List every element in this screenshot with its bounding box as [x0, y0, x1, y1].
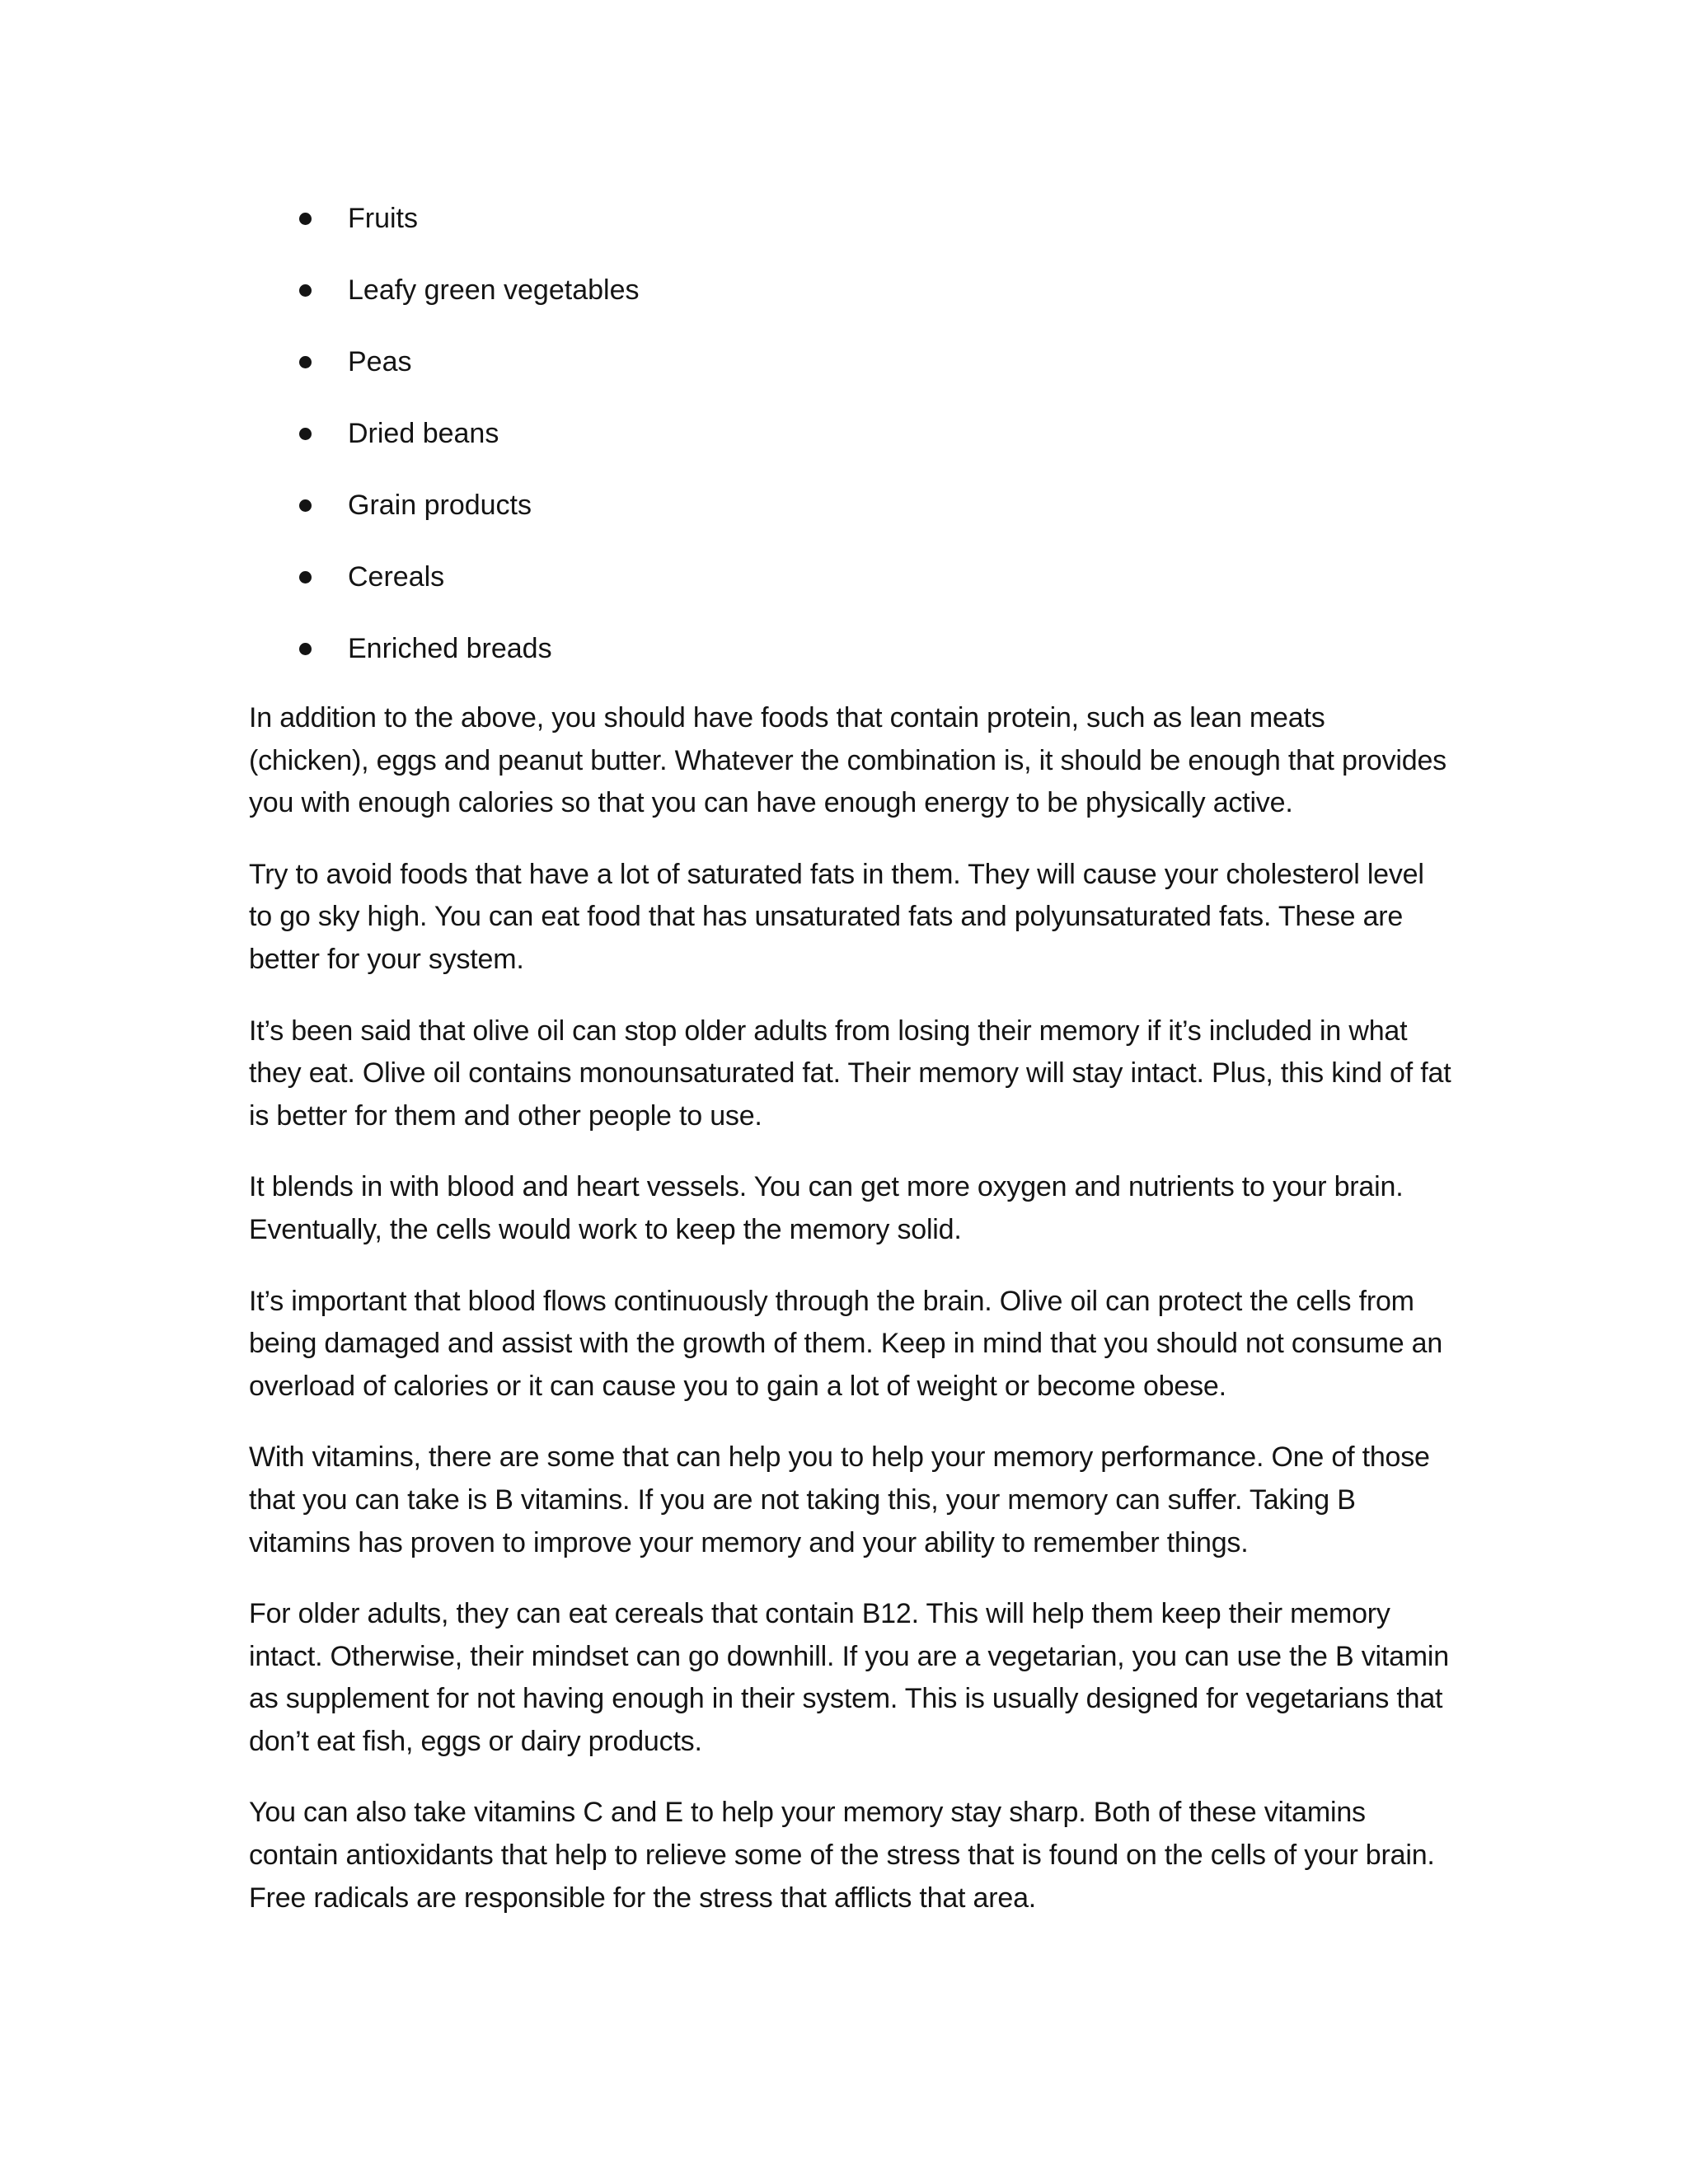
bullet-icon: [299, 499, 312, 512]
list-item-text: Leafy green vegetables: [348, 274, 640, 306]
list-item: [249, 626, 1452, 698]
list-item-text: Dried beans: [348, 418, 499, 449]
list-item: [249, 196, 1452, 268]
food-bullet-list: [249, 196, 1452, 698]
list-item: [249, 555, 1452, 626]
page-content: [249, 196, 1452, 1948]
bullet-icon: [299, 213, 312, 225]
bullet-icon: [299, 571, 312, 583]
list-item-text: Grain products: [348, 490, 532, 521]
list-item-text: Enriched breads: [348, 633, 552, 664]
bullet-icon: [299, 428, 312, 440]
paragraph-blood-vessels: It blends in with blood and heart vessels. You can get more oxygen and nutrients to your brain. Eventually, the cells would work to keep the memory solid.: [249, 1171, 1404, 1245]
paragraph-b-vitamins: With vitamins, there are some that can help you to help your memory performance. One of those that you can take is B vitamins. If you are not taking this, your memory can suffer. Taking B vitamins has proven to improve your memory and your ability to remember things.: [249, 1441, 1430, 1558]
paragraph-blood-flow: It’s important that blood flows continuously through the brain. Olive oil can protect the cells from being damaged and assist with the growth of them. Keep in mind that you should not consume an overload of calories or it can cause you to gain a lot of weight or become obese.: [249, 1285, 1443, 1402]
bullet-icon: [299, 356, 312, 368]
paragraph-b12: For older adults, they can eat cereals that contain B12. This will help them keep their memory intact. Otherwise, their mindset can go downhill. If you are a vegetarian, you can use the B vitamin as supplement for not having enough in their system. This is usually designed for vegetarians that don’t eat fish, eggs or dairy products.: [249, 1598, 1449, 1757]
list-item-text: Peas: [348, 346, 412, 377]
body-text: [249, 697, 1452, 1919]
list-item: [249, 340, 1452, 411]
bullet-icon: [299, 643, 312, 655]
paragraph-vitamins-c-e: You can also take vitamins C and E to help your memory stay sharp. Both of these vitamins contain antioxidants that help to relieve some of the stress that is found on the cells of your brain. Free radicals are responsible for the stress that afflicts that area.: [249, 1797, 1435, 1914]
bullet-icon: [299, 284, 312, 297]
list-item-text: Cereals: [348, 561, 445, 593]
paragraph-olive-oil: It’s been said that olive oil can stop older adults from losing their memory if it’s included in what they eat. Olive oil contains monounsaturated fat. Their memory will stay intact. Plus, this kind of fat is better for them and other people to use.: [249, 1015, 1451, 1132]
paragraph-saturated-fats: Try to avoid foods that have a lot of saturated fats in them. They will cause your cholesterol level to go sky high. You can eat food that has unsaturated fats and polyunsaturated fats. These are better for your system.: [249, 858, 1424, 975]
list-item: [249, 268, 1452, 340]
list-item: [249, 483, 1452, 555]
paragraph-protein: In addition to the above, you should have foods that contain protein, such as lean meats (chicken), eggs and peanut butter. Whatever the combination is, it should be enough that provides you with enough calories so that you can have enough energy to be physically active.: [249, 702, 1447, 819]
list-item-text: Fruits: [348, 203, 418, 234]
list-item: [249, 411, 1452, 483]
